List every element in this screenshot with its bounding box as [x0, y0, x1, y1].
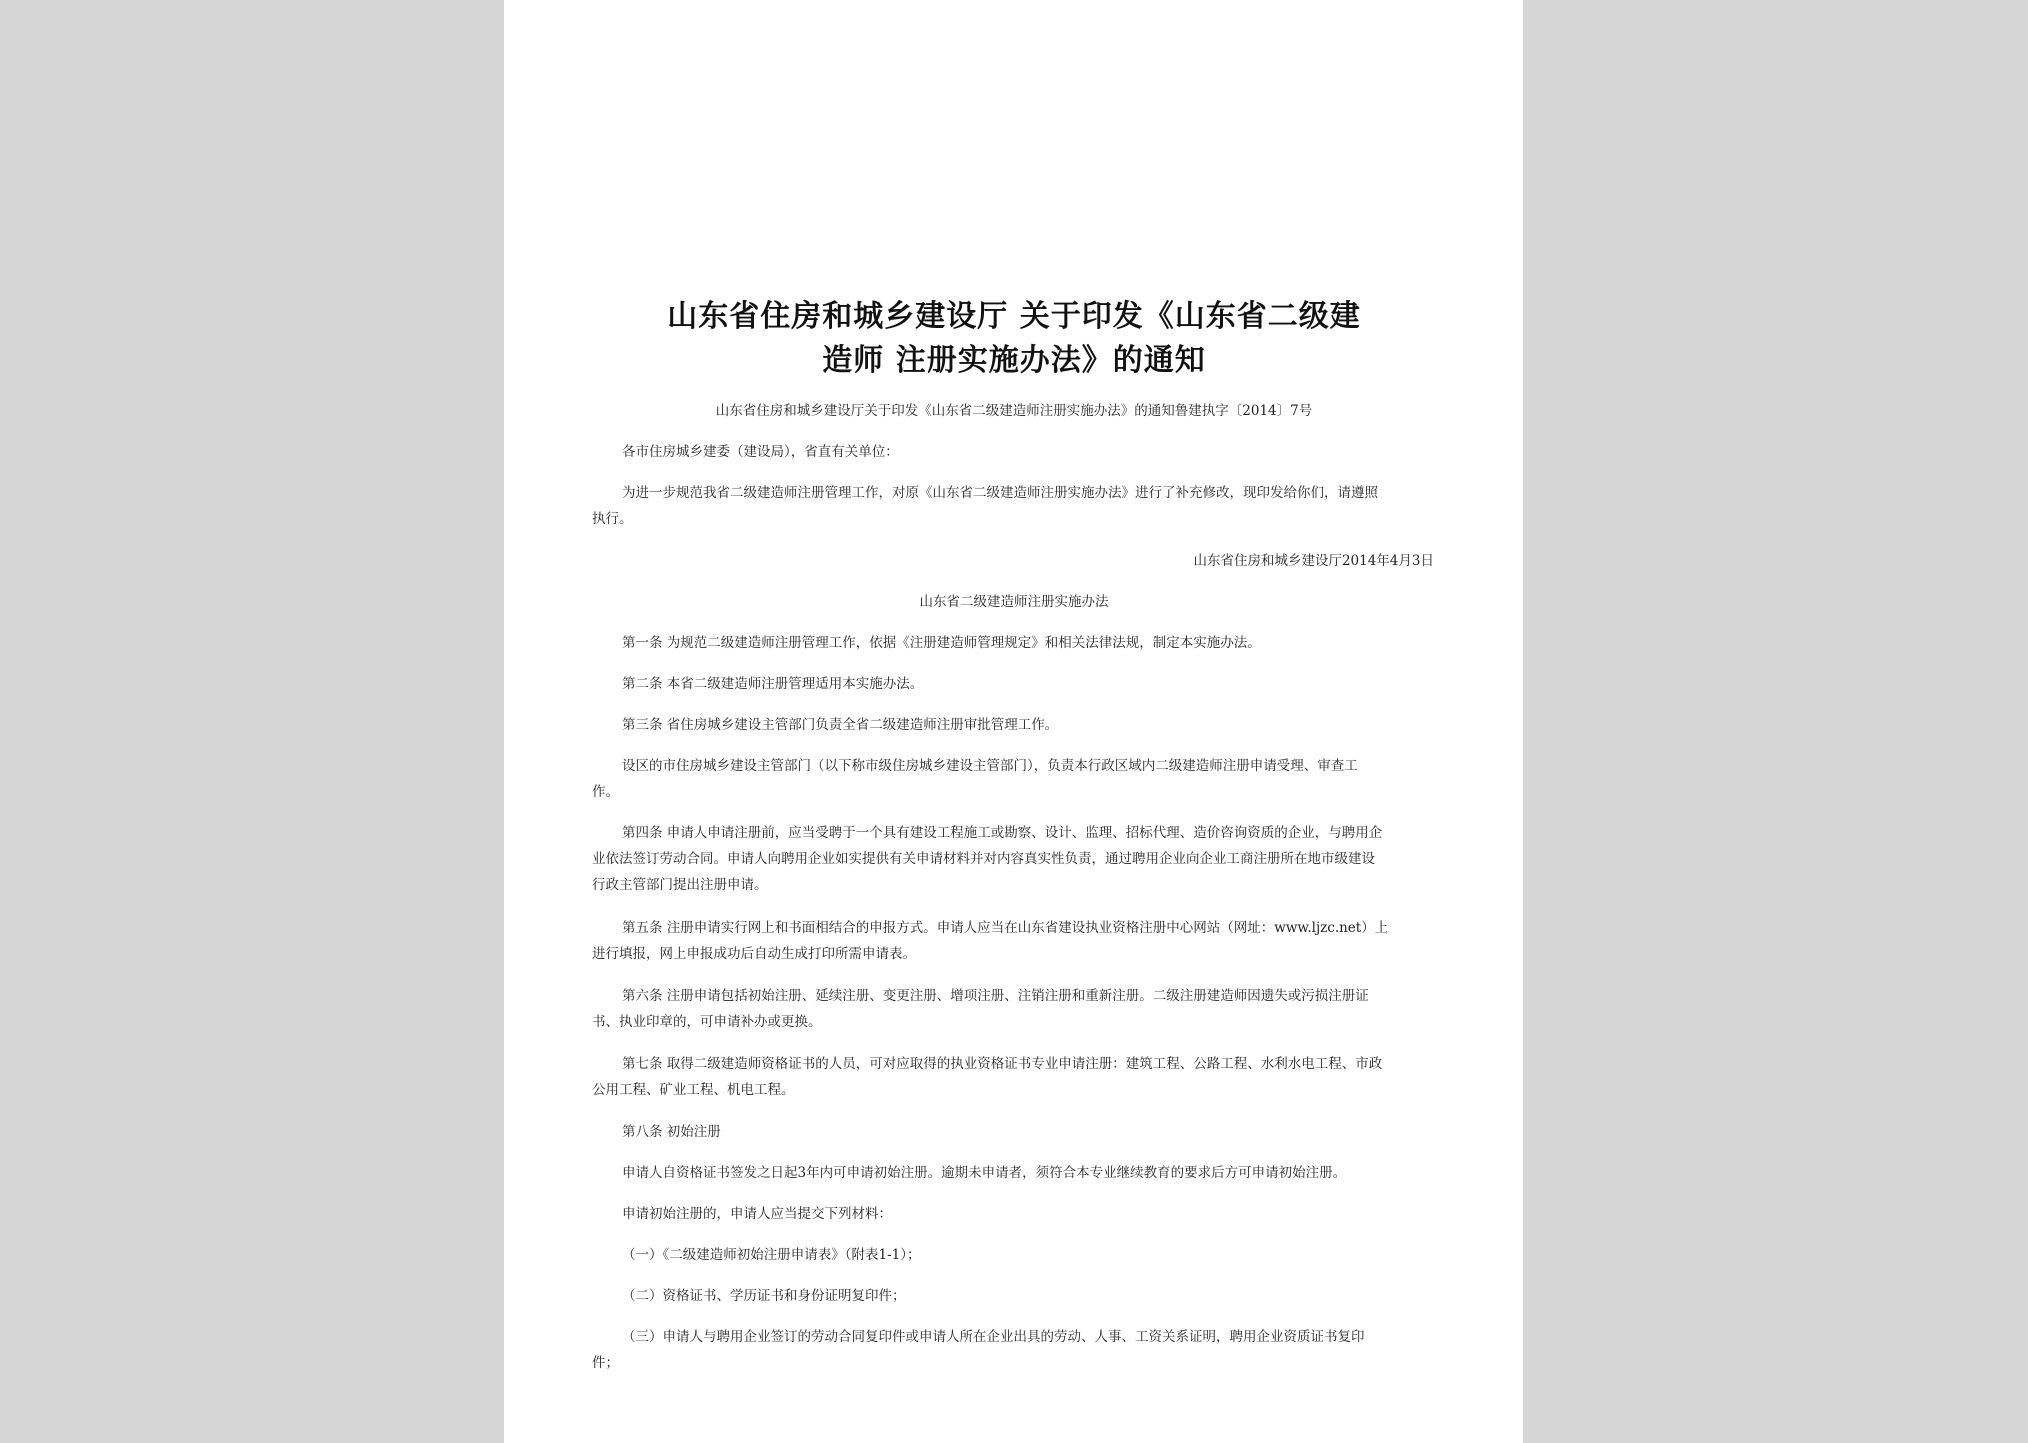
intro-paragraph-line2: 执行。 — [592, 511, 633, 527]
section-title: 山东省二级建造师注册实施办法 — [919, 594, 1109, 610]
intro-paragraph-line1: 为进一步规范我省二级建造师注册管理工作，对原《山东省二级建造师注册实施办法》进行了补充修改，现印发给你们，请遵照 — [622, 485, 1378, 501]
article-7-line2: 公用工程、矿业工程、机电工程。 — [592, 1082, 795, 1098]
list-item-3-line1: （三）申请人与聘用企业签订的劳动合同复印件或申请人所在企业出具的劳动、人事、工资关系证明，聘用企业资质证书复印 — [622, 1329, 1365, 1345]
article-7-line1: 第七条 取得二级建造师资格证书的人员，可对应取得的执业资格证书专业申请注册：建筑工程、公路工程、水利水电工程、市政 — [622, 1056, 1383, 1072]
document-subtitle: 山东省住房和城乡建设厅关于印发《山东省二级建造师注册实施办法》的通知鲁建执字〔2014〕7号 — [715, 403, 1313, 419]
article-8-paragraph-b: 申请初始注册的，申请人应当提交下列材料： — [622, 1206, 892, 1222]
article-8-paragraph-a: 申请人自资格证书签发之日起3年内可申请初始注册。逾期未申请者，须符合本专业继续教育的要求后方可申请初始注册。 — [622, 1165, 1347, 1181]
article-6-line2: 书、执业印章的，可申请补办或更换。 — [592, 1014, 822, 1030]
list-item-3-line2: 件； — [592, 1355, 619, 1371]
document-title-line2: 造师 注册实施办法》的通知 — [822, 343, 1206, 378]
salutation: 各市住房城乡建委（建设局），省直有关单位： — [622, 444, 899, 460]
article-3b-line2: 作。 — [592, 784, 619, 800]
article-5-line1: 第五条 注册申请实行网上和书面相结合的申报方式。申请人应当在山东省建设执业资格注册中心网站（网址：www.ljzc.net）上 — [622, 920, 1389, 936]
article-4-line3: 行政主管部门提出注册申请。 — [592, 877, 768, 893]
list-item-1: （一）《二级建造师初始注册申请表》（附表1-1）； — [622, 1247, 921, 1263]
article-3: 第三条 省住房城乡建设主管部门负责全省二级建造师注册审批管理工作。 — [622, 717, 1059, 733]
article-4-line1: 第四条 申请人申请注册前，应当受聘于一个具有建设工程施工或勘察、设计、监理、招标代理、造价咨询资质的企业，与聘用企 — [622, 825, 1383, 841]
document-page — [504, 0, 1523, 1443]
signature: 山东省住房和城乡建设厅2014年4月3日 — [1193, 553, 1434, 569]
article-2: 第二条 本省二级建造师注册管理适用本实施办法。 — [622, 676, 924, 692]
article-4-line2: 业依法签订劳动合同。申请人向聘用企业如实提供有关申请材料并对内容真实性负责，通过聘用企业向企业工商注册所在地市级建设 — [592, 851, 1375, 867]
article-1: 第一条 为规范二级建造师注册管理工作，依据《注册建造师管理规定》和相关法律法规，制定本实施办法。 — [622, 635, 1261, 651]
list-item-2: （二）资格证书、学历证书和身份证明复印件； — [622, 1288, 906, 1304]
article-5-line2: 进行填报，网上申报成功后自动生成打印所需申请表。 — [592, 946, 916, 962]
article-8-heading: 第八条 初始注册 — [622, 1124, 721, 1140]
article-3b-line1: 设区的市住房城乡建设主管部门（以下称市级住房城乡建设主管部门），负责本行政区域内二级建造师注册申请受理、审查工 — [622, 758, 1358, 774]
article-6-line1: 第六条 注册申请包括初始注册、延续注册、变更注册、增项注册、注销注册和重新注册。二级注册建造师因遗失或污损注册证 — [622, 988, 1369, 1004]
document-title-line1: 山东省住房和城乡建设厅 关于印发《山东省二级建 — [667, 299, 1361, 334]
